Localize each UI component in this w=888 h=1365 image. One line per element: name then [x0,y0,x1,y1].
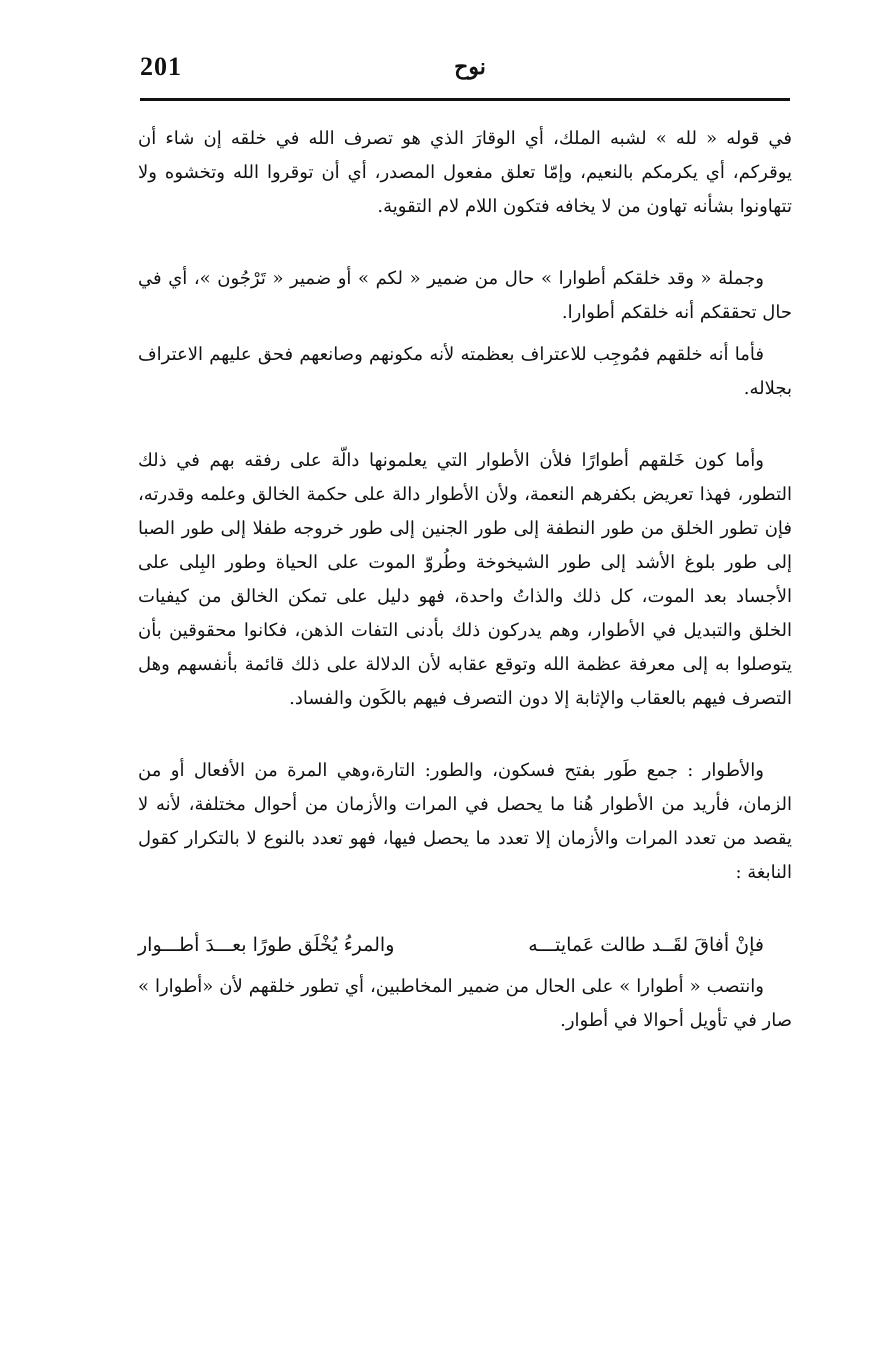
verse-second-hemistich: والمرءُ يُخْلَق طورًا بعـــدَ أطـــوار [138,934,395,956]
paragraph-4: وأما كون خَلقهم أطوارًا فلأن الأطوار التي يعلمونها دالّة على رفقه بهم في ذلك التطور، فهذا تعريض بكفرهم النعمة، ولأن الأطوار دالة على حكمة الخالق وعلمه وقدرته، فإن تطور الخلق من طور النطفة إلى طور الجنين إلى طور خروجه طفلا إلى طور الصبا إلى طور بلوغ الأشد إلى طور الشيخوخة وطُروّ الموت على الحياة وطور البِلى على الأجساد بعد الموت، كل ذلك والذاتُ واحدة، فهو دليل على تمكن الخالق من كيفيات الخلق والتبديل في الأطوار، وهم يدركون ذلك بأدنى التفات الذهن، فكانوا محقوقين بأن يتوصلوا به إلى معرفة عظمة الله وتوقع عقابه لأن الدلالة على ذلك قائمة بأنفسهم وهل التصرف فيهم بالعقاب والإثابة إلا دون التصرف فيهم بالكَون والفساد. [138,450,792,709]
running-header-title: نوح [454,54,486,80]
paragraph-spacer [138,330,792,338]
paragraph-spacer [138,716,792,754]
closing-paragraph: وانتصب « أطوارا » على الحال من ضمير المخاطبين، أي تطور خلقهم لأن «أطوارا » صار في تأويل أحوالا في أطوار. [138,976,792,1031]
page-number: 201 [140,52,182,81]
paragraph-spacer [138,224,792,262]
paragraph-3: فأما أنه خلقهم فمُوجِب للاعتراف بعظمته لأنه مكونهم وصانعهم فحق عليهم الاعتراف بجلاله. [138,344,792,399]
page-body [138,122,792,1038]
header-rule [140,98,790,101]
poetry-verse [138,928,792,962]
paragraph-spacer [138,890,792,928]
paragraph-1: في قوله « لله » لشبه الملك، أي الوقارَ الذي هو تصرف الله في خلقه إن شاء أن يوقركم، أي يكرمكم بالنعيم، وإمّا تعلق مفعول المصدر، أي أن توقروا الله وتخشوه ولا تتهاونوا بشأنه تهاون من لا يخافه فتكون اللام لام التقوية. [138,128,792,217]
paragraph-2: وجملة « وقد خلقكم أطوارا » حال من ضمير « لكم » أو ضمير « تَرْجُون »، أي في حال تحققكم أنه خلقكم أطوارا. [138,268,792,323]
verse-first-hemistich: فإنْ أفاقَ لقَــد طالت عَمايتـــه [528,934,764,956]
paragraph-5: والأطوار : جمع طَور بفتح فسكون، والطور: التارة،وهي المرة من الأفعال أو من الزمان، فأريد من الأطوار هُنا ما يحصل في المرات والأزمان من أحوال مختلفة، لأنه لا يقصد من تعدد المرات والأزمان إلا تعدد ما يحصل فيها، فهو تعدد بالنوع لا بالتكرار كقول النابغة : [138,760,792,883]
paragraph-spacer [138,962,792,970]
paragraph-spacer [138,406,792,444]
